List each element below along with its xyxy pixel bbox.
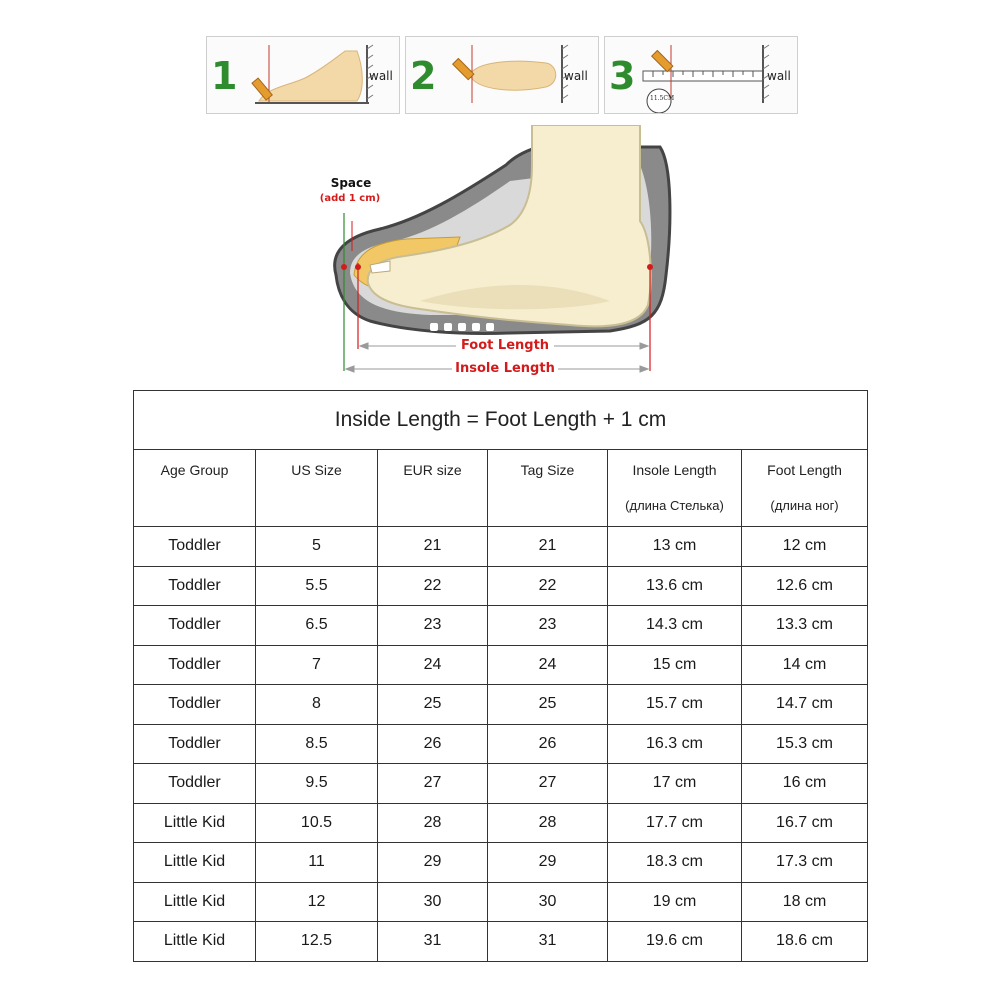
table-row bbox=[134, 645, 868, 685]
insole-length-cell: 18.3 cm bbox=[608, 843, 742, 883]
header-sublabel: (длина Стелька) bbox=[625, 498, 724, 513]
foot-length-cell: 14.7 cm bbox=[742, 685, 868, 725]
eur-size-cell: 24 bbox=[378, 645, 488, 685]
foot-length-cell: 16 cm bbox=[742, 764, 868, 804]
measurement-readout: 11.5CM bbox=[650, 95, 675, 102]
us-size-cell: 7 bbox=[256, 645, 378, 685]
size-chart-table bbox=[133, 390, 868, 962]
table-row bbox=[134, 843, 868, 883]
header-label: Tag Size bbox=[520, 462, 575, 478]
step-panel-1 bbox=[206, 36, 400, 114]
foot-length-cell: 13.3 cm bbox=[742, 606, 868, 646]
age-group-cell: Little Kid bbox=[134, 803, 256, 843]
table-row bbox=[134, 685, 868, 725]
insole-length-cell: 17.7 cm bbox=[608, 803, 742, 843]
us-size-cell: 8 bbox=[256, 685, 378, 725]
table-row bbox=[134, 882, 868, 922]
age-group-cell: Toddler bbox=[134, 724, 256, 764]
header-label: EUR size bbox=[403, 462, 462, 478]
arrow-head-icon bbox=[640, 366, 648, 372]
eur-size-cell: 21 bbox=[378, 527, 488, 567]
table-row bbox=[134, 803, 868, 843]
insole-length-cell: 14.3 cm bbox=[608, 606, 742, 646]
foot-length-cell: 18.6 cm bbox=[742, 922, 868, 962]
insole-length-cell: 13.6 cm bbox=[608, 566, 742, 606]
tag-size-cell: 26 bbox=[488, 724, 608, 764]
eur-size-cell: 28 bbox=[378, 803, 488, 843]
wall-label: wall bbox=[767, 69, 791, 83]
us-size-cell: 9.5 bbox=[256, 764, 378, 804]
us-size-cell: 6.5 bbox=[256, 606, 378, 646]
table-row bbox=[134, 606, 868, 646]
foot-end-dot bbox=[647, 264, 653, 270]
age-group-cell: Toddler bbox=[134, 764, 256, 804]
eur-size-cell: 30 bbox=[378, 882, 488, 922]
header-label: US Size bbox=[291, 462, 342, 478]
insole-length-cell: 15 cm bbox=[608, 645, 742, 685]
tag-size-cell: 22 bbox=[488, 566, 608, 606]
eur-size-cell: 29 bbox=[378, 843, 488, 883]
age-group-cell: Toddler bbox=[134, 566, 256, 606]
insole-length-cell: 13 cm bbox=[608, 527, 742, 567]
us-size-cell: 10.5 bbox=[256, 803, 378, 843]
table-row bbox=[134, 566, 868, 606]
table-row bbox=[134, 724, 868, 764]
tag-size-cell: 29 bbox=[488, 843, 608, 883]
foot-length-cell: 12 cm bbox=[742, 527, 868, 567]
foot-start-dot bbox=[355, 264, 361, 270]
wall-label: wall bbox=[369, 69, 393, 83]
foot-length-cell: 16.7 cm bbox=[742, 803, 868, 843]
age-group-cell: Toddler bbox=[134, 645, 256, 685]
header-eur-size bbox=[378, 450, 488, 527]
tag-size-cell: 27 bbox=[488, 764, 608, 804]
foot-length-cell: 12.6 cm bbox=[742, 566, 868, 606]
tag-size-cell: 28 bbox=[488, 803, 608, 843]
tag-size-cell: 23 bbox=[488, 606, 608, 646]
eur-size-cell: 27 bbox=[378, 764, 488, 804]
tag-size-cell: 30 bbox=[488, 882, 608, 922]
header-us-size bbox=[256, 450, 378, 527]
eur-size-cell: 23 bbox=[378, 606, 488, 646]
arrow-head-icon bbox=[640, 343, 648, 349]
age-group-cell: Toddler bbox=[134, 527, 256, 567]
table-title-row bbox=[134, 391, 868, 450]
insole-length-cell: 16.3 cm bbox=[608, 724, 742, 764]
tag-size-cell: 25 bbox=[488, 685, 608, 725]
table-row bbox=[134, 764, 868, 804]
foot-length-cell: 18 cm bbox=[742, 882, 868, 922]
insole-length-cell: 15.7 cm bbox=[608, 685, 742, 725]
us-size-cell: 12 bbox=[256, 882, 378, 922]
us-size-cell: 11 bbox=[256, 843, 378, 883]
step-number: 1 bbox=[211, 54, 238, 98]
us-size-cell: 8.5 bbox=[256, 724, 378, 764]
foot-length-label: Foot Length bbox=[456, 338, 554, 353]
age-group-cell: Toddler bbox=[134, 606, 256, 646]
header-label: Age Group bbox=[160, 462, 229, 478]
insole-length-cell: 17 cm bbox=[608, 764, 742, 804]
eur-size-cell: 25 bbox=[378, 685, 488, 725]
arrow-head-icon bbox=[360, 343, 368, 349]
wall-label: wall bbox=[564, 69, 588, 83]
eur-size-cell: 26 bbox=[378, 724, 488, 764]
step-panel-3 bbox=[604, 36, 798, 114]
us-size-cell: 5 bbox=[256, 527, 378, 567]
table-row bbox=[134, 527, 868, 567]
table-header-row bbox=[134, 450, 868, 527]
tag-size-cell: 24 bbox=[488, 645, 608, 685]
age-group-cell: Toddler bbox=[134, 685, 256, 725]
tag-size-cell: 31 bbox=[488, 922, 608, 962]
foot-length-cell: 15.3 cm bbox=[742, 724, 868, 764]
step-number: 2 bbox=[410, 54, 437, 98]
space-note: (add 1 cm) bbox=[319, 193, 381, 204]
header-label: Insole Length bbox=[632, 462, 717, 478]
header-foot-length bbox=[742, 450, 868, 527]
header-sublabel: (длина ног) bbox=[770, 498, 839, 513]
insole-length-cell: 19 cm bbox=[608, 882, 742, 922]
step-panel-2 bbox=[405, 36, 599, 114]
age-group-cell: Little Kid bbox=[134, 843, 256, 883]
insole-start-dot bbox=[341, 264, 347, 270]
foot-length-cell: 14 cm bbox=[742, 645, 868, 685]
age-group-cell: Little Kid bbox=[134, 882, 256, 922]
table-row bbox=[134, 922, 868, 962]
eur-size-cell: 31 bbox=[378, 922, 488, 962]
table-title: Inside Length = Foot Length + 1 cm bbox=[134, 391, 868, 450]
arrow-head-icon bbox=[346, 366, 354, 372]
insole-length-cell: 19.6 cm bbox=[608, 922, 742, 962]
step-number: 3 bbox=[609, 54, 636, 98]
age-group-cell: Little Kid bbox=[134, 922, 256, 962]
insole-length-label: Insole Length bbox=[452, 361, 558, 376]
header-tag-size bbox=[488, 450, 608, 527]
eur-size-cell: 22 bbox=[378, 566, 488, 606]
tag-size-cell: 21 bbox=[488, 527, 608, 567]
us-size-cell: 5.5 bbox=[256, 566, 378, 606]
foot-length-cell: 17.3 cm bbox=[742, 843, 868, 883]
space-label: Space bbox=[330, 176, 372, 190]
header-label: Foot Length bbox=[767, 462, 842, 478]
us-size-cell: 12.5 bbox=[256, 922, 378, 962]
header-age-group bbox=[134, 450, 256, 527]
header-insole-length bbox=[608, 450, 742, 527]
